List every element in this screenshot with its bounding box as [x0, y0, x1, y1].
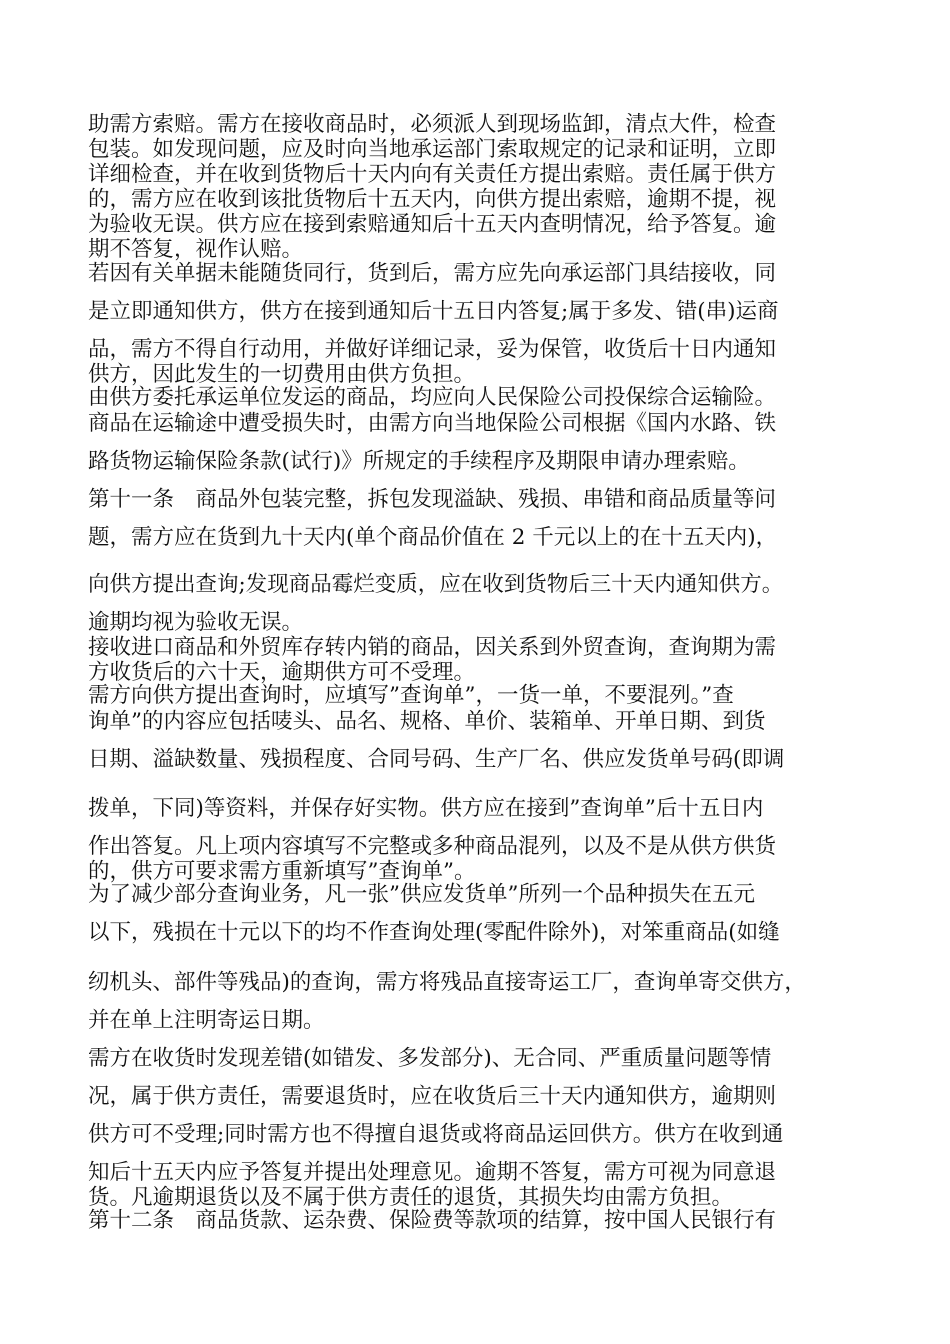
text-line: 知后十五天内应予答复并提出处理意见。逾期不答复，需方可视为同意退: [88, 1160, 777, 1185]
text-line: 若因有关单据未能随货同行，货到后，需方应先向承运部门具结接收，同: [88, 261, 777, 286]
text-line: 拨单，下同)等资料，并保存好实物。供方应在接到”查询单”后十五日内: [88, 796, 764, 821]
text-line: 纫机头、部件等残品)的查询，需方将残品直接寄运工厂，查询单寄交供方，: [88, 970, 806, 995]
text-line: 询单”的内容应包括唛头、品名、规格、单价、装箱单、开单日期、到货: [88, 709, 766, 734]
text-line: 作出答复。凡上项内容填写不完整或多种商品混列，以及不是从供方供货: [88, 834, 777, 859]
text-line: 为验收无误。供方应在接到索赔通知后十五天内查明情况，给予答复。逾: [88, 212, 777, 237]
text-line: 详细检查，并在收到货物后十天内向有关责任方提出索赔。责任属于供方: [88, 162, 777, 187]
text-line: 为了减少部分查询业务，凡一张”供应发货单”所列一个品种损失在五元: [88, 882, 755, 907]
text-line: 路货物运输保险条款(试行)》所规定的手续程序及期限申请办理索赔。: [88, 449, 750, 474]
text-line: 题，需方应在货到九十天内(单个商品价值在 2 千元以上的在十五天内)，: [88, 525, 778, 550]
text-line: 方收货后的六十天，逾期供方可不受理。: [88, 660, 476, 685]
text-line: 品，需方不得自行动用，并做好详细记录，妥为保管，收货后十日内通知: [88, 337, 777, 362]
text-line: 的，供方可要求需方重新填写”查询单”。: [88, 859, 476, 884]
text-line: 第十一条 商品外包装完整，拆包发现溢缺、残损、串错和商品质量等问: [88, 487, 777, 512]
text-line: 第十二条 商品货款、运杂费、保险费等款项的结算，按中国人民银行有: [88, 1208, 777, 1233]
text-line: 是立即通知供方，供方在接到通知后十五日内答复;属于多发、错(串)运商: [88, 299, 779, 324]
text-line: 向供方提出查询;发现商品霉烂变质，应在收到货物后三十天内通知供方。: [88, 572, 784, 597]
text-line: 逾期均视为验收无误。: [88, 610, 304, 635]
text-line: 供方，因此发生的一切费用由供方负担。: [88, 362, 476, 387]
text-line: 接收进口商品和外贸库存转内销的商品，因关系到外贸查询，查询期为需: [88, 635, 777, 660]
text-line: 并在单上注明寄运日期。: [88, 1008, 325, 1033]
text-line: 货。凡逾期退货以及不属于供方责任的退货，其损失均由需方负担。: [88, 1185, 734, 1210]
text-line: 需方向供方提出查询时，应填写”查询单”，一货一单，不要混列。”查: [88, 683, 734, 708]
text-line: 供方可不受理;同时需方也不得擅自退货或将商品运回供方。供方在收到通: [88, 1122, 784, 1147]
text-line: 助需方索赔。需方在接收商品时，必须派人到现场监卸，清点大件，检查: [88, 112, 777, 137]
text-line: 况，属于供方责任，需要退货时，应在收货后三十天内通知供方，逾期则: [88, 1084, 777, 1109]
text-line: 的，需方应在收到该批货物后十五天内，向供方提出索赔，逾期不提，视: [88, 187, 777, 212]
text-line: 以下，残损在十元以下的均不作查询处理(零配件除外)，对笨重商品(如缝: [88, 920, 780, 945]
text-line: 需方在收货时发现差错(如错发、多发部分)、无合同、严重质量问题等情: [88, 1046, 772, 1071]
text-line: 商品在运输途中遭受损失时，由需方向当地保险公司根据《国内水路、铁: [88, 411, 777, 436]
text-line: 包装。如发现问题，应及时向当地承运部门索取规定的记录和证明，立即: [88, 137, 777, 162]
text-line: 日期、溢缺数量、残损程度、合同号码、生产厂名、供应发货单号码(即调: [88, 747, 785, 772]
text-line: 由供方委托承运单位发运的商品，均应向人民保险公司投保综合运输险。: [88, 385, 777, 410]
text-line: 期不答复，视作认赔。: [88, 237, 304, 262]
